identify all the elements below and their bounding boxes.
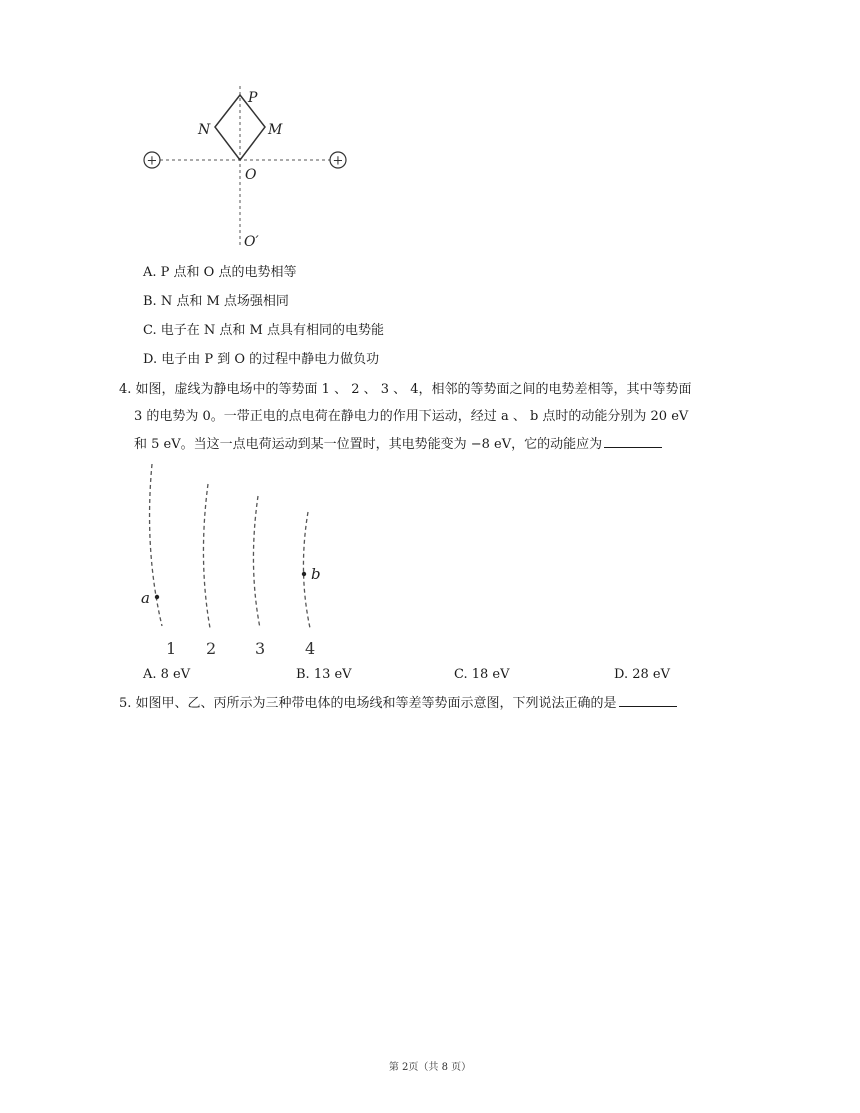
- q5-line-1-text: 5. 如图甲、乙、丙所示为三种带电体的电场线和等差等势面示意图，下列说法正确的是: [119, 696, 617, 711]
- q4-line-1: 4. 如图，虚线为静电场中的等势面 1 、 2 、 3 、 4，相邻的等势面之间的电势差相等，其中等势面: [119, 382, 692, 397]
- surface-label-4: 4: [305, 639, 316, 658]
- q5-line-1: [119, 694, 677, 713]
- label-o: O: [245, 167, 257, 183]
- equipotential-surface-4: [303, 512, 310, 628]
- label-m: M: [268, 122, 283, 138]
- q4-option-b: B. 13 eV: [296, 667, 352, 682]
- q4-line-3-text: 和 5 eV。当这一点电荷运动到某一位置时，其电势能变为 −8 eV，它的动能应为: [134, 437, 603, 452]
- surface-label-3: 3: [255, 639, 266, 658]
- label-point-a: a: [141, 589, 150, 607]
- q4-option-d: D. 28 eV: [614, 667, 670, 682]
- equipotential-surface-2: [203, 484, 210, 628]
- q4-option-c: C. 18 eV: [454, 667, 510, 682]
- surface-label-1: 1: [166, 639, 177, 658]
- page-footer: 第 2页（共 8 页）: [388, 1062, 472, 1073]
- point-b-dot: [302, 572, 306, 576]
- positive-charge-left-icon: [144, 152, 160, 169]
- q4-option-a: A. 8 eV: [143, 667, 191, 682]
- q5-answer-blank: [619, 694, 677, 707]
- plus-left-label: +: [146, 153, 158, 169]
- point-a-dot: [155, 595, 159, 599]
- q3-option-b: B. N 点和 M 点场强相同: [143, 294, 289, 309]
- label-p: P: [248, 90, 258, 106]
- q3-option-d: D. 电子由 P 到 O 的过程中静电力做负功: [143, 352, 380, 367]
- label-n: N: [198, 122, 211, 138]
- q4-answer-blank: [604, 435, 662, 448]
- equipotential-surface-1: [150, 464, 162, 626]
- label-point-b: b: [311, 565, 321, 583]
- figure-equipotential-surfaces: [130, 460, 330, 660]
- positive-charge-right-icon: [330, 152, 346, 169]
- plus-right-label: +: [332, 153, 344, 169]
- q3-option-c: C. 电子在 N 点和 M 点具有相同的电势能: [143, 323, 384, 338]
- surface-label-2: 2: [206, 639, 217, 658]
- equipotential-surface-3: [253, 496, 260, 628]
- q4-line-3: [134, 435, 662, 454]
- label-o-prime: O′: [244, 234, 259, 250]
- q4-line-2: 3 的电势为 0。一带正电的点电荷在静电力的作用下运动，经过 a 、 b 点时的动能分别为 20 eV: [134, 409, 689, 424]
- figure-rhombus-charges: [130, 80, 370, 255]
- q3-option-a: A. P 点和 O 点的电势相等: [143, 265, 297, 280]
